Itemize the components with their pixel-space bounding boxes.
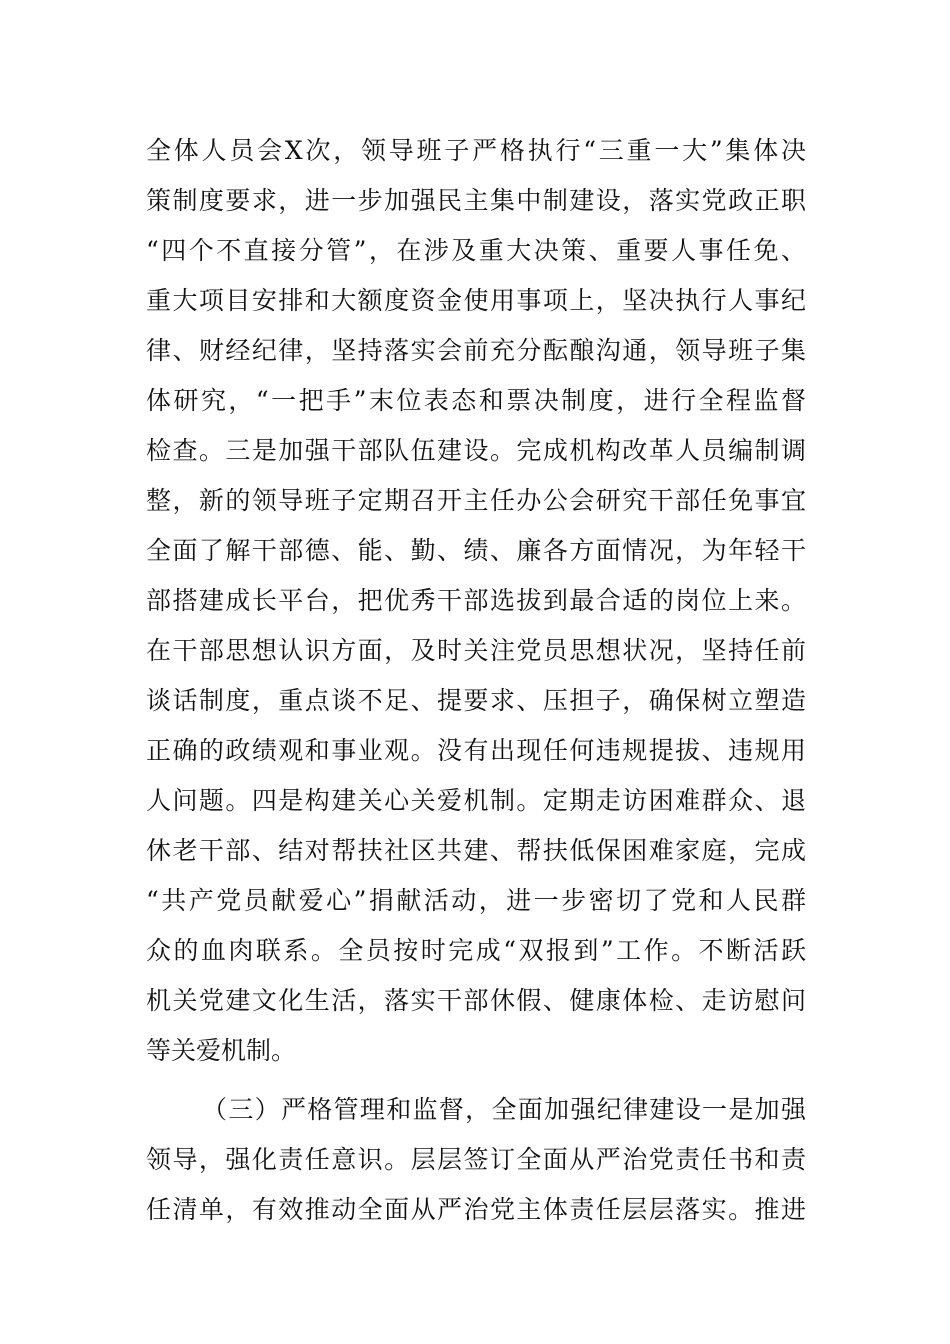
document-body [146,126,806,1235]
text-line: 在干部思想认识方面，及时关注党员思想状况，坚持任前 [146,636,806,665]
text-line: 重大项目安排和大额度资金使用事项上，坚决执行人事纪 [146,286,806,315]
text-line: 休老干部、结对帮扶社区共建、帮扶低保困难家庭，完成 [146,836,806,865]
paragraph-gap [146,1076,806,1085]
text-line: 众的血肉联系。全员按时完成“双报到”工作。不断活跃 [146,936,806,965]
text-line: 体研究，“一把手”末位表态和票决制度，进行全程监督 [146,386,806,415]
text-line: 人问题。四是构建关心关爱机制。定期走访困难群众、退 [146,786,806,815]
text-line: 谈话制度，重点谈不足、提要求、压担子，确保树立塑造 [146,686,806,715]
text-line: 正确的政绩观和事业观。没有出现任何违规提拔、违规用 [146,736,806,765]
text-line: 策制度要求，进一步加强民主集中制建设，落实党政正职 [146,186,806,215]
text-line: “四个不直接分管”，在涉及重大决策、重要人事任免、 [146,236,806,265]
text-line: 全体人员会X次，领导班子严格执行“三重一大”集体决 [146,136,806,165]
paragraph-2 [146,1085,806,1235]
text-line: 全面了解干部德、能、勤、绩、廉各方面情况，为年轻干 [146,536,806,565]
text-line: 机关党建文化生活，落实干部休假、健康体检、走访慰问 [146,986,806,1015]
text-line: 检查。三是加强干部队伍建设。完成机构改革人员编制调 [146,436,806,465]
text-line: 领导，强化责任意识。层层签订全面从严治党责任书和责 [146,1145,806,1174]
text-line: 部搭建成长平台，把优秀干部选拔到最合适的岗位上来。 [146,586,806,615]
paragraph-1 [146,126,806,1076]
text-line-last: 等关爱机制。 [146,1036,297,1065]
text-line: 任清单，有效推动全面从严治党主体责任层层落实。推进 [146,1195,806,1224]
text-line-indented: （三）严格管理和监督，全面加强纪律建设一是加强 [202,1095,806,1124]
text-line: 律、财经纪律，坚持落实会前充分酝酿沟通，领导班子集 [146,336,806,365]
text-line: “共产党员献爱心”捐献活动，进一步密切了党和人民群 [146,886,806,915]
text-line: 整，新的领导班子定期召开主任办公会研究干部任免事宜 [146,486,806,515]
